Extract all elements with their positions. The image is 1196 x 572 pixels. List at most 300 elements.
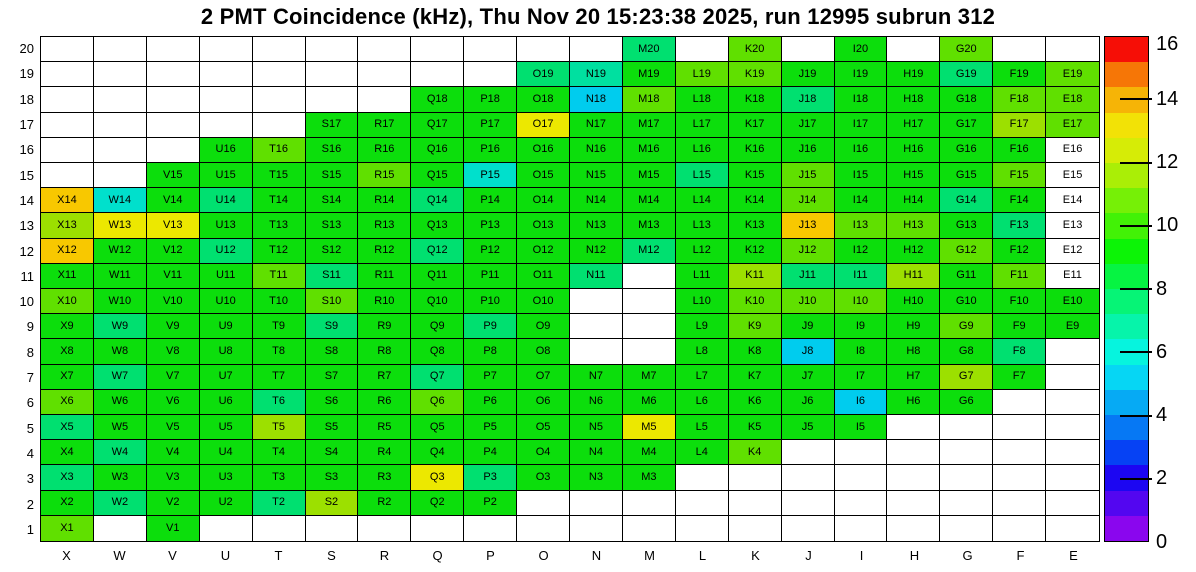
x-axis-label: H [909,548,920,563]
cell-label: X13 [57,218,77,231]
heatmap-cell [835,314,888,339]
cell-label: U4 [218,445,233,458]
cell-label: K19 [744,67,765,80]
cell-label: W4 [111,445,129,458]
cell-label: V1 [166,521,180,534]
heatmap-cell [306,365,359,390]
heatmap-cell [147,213,200,238]
heatmap-cell [94,415,147,440]
heatmap-cell [782,213,835,238]
heatmap-cell-empty [1046,37,1099,62]
cell-label: Q6 [429,395,445,408]
cell-label: Q13 [426,218,448,231]
heatmap-cell [1046,289,1099,314]
heatmap-cell-empty [1046,339,1099,364]
heatmap-cell [200,491,253,516]
cell-label: W10 [108,294,132,307]
cell-label: R14 [374,193,395,206]
heatmap-cell [41,289,94,314]
y-axis-label: 9 [26,319,34,335]
heatmap-cell [887,339,940,364]
heatmap-cell-empty [200,62,253,87]
heatmap-cell [570,390,623,415]
cell-label: G15 [955,168,977,181]
heatmap-cell [94,390,147,415]
cell-label: F18 [1009,92,1029,105]
cell-label: F17 [1009,118,1029,131]
heatmap-cell [835,365,888,390]
colorbar-tick [1120,478,1152,480]
cell-label: W6 [111,395,129,408]
cell-label: X1 [60,521,74,534]
cell-label: H14 [903,193,924,206]
heatmap-cell [358,440,411,465]
colorbar-band [1105,62,1148,87]
cell-label: Q17 [426,118,448,131]
cell-label: U5 [218,420,233,433]
cell-label: X2 [60,496,74,509]
heatmap-cell [41,339,94,364]
heatmap-cell [993,87,1046,112]
x-axis-label: N [591,548,602,563]
heatmap-cell [464,491,517,516]
heatmap-cell [676,339,729,364]
cell-label: U10 [215,294,236,307]
heatmap-cell [464,465,517,490]
heatmap-cell [253,264,306,289]
colorbar-band [1105,188,1148,213]
heatmap-cell [940,188,993,213]
heatmap-cell [358,339,411,364]
heatmap-cell [940,113,993,138]
cell-label: J7 [801,370,814,383]
cell-label: L19 [692,67,711,80]
heatmap-cell-empty [940,491,993,516]
heatmap-cell [517,87,570,112]
heatmap-cell [940,314,993,339]
heatmap-cell-empty [200,87,253,112]
cell-label: G7 [958,370,974,383]
heatmap-cell [411,440,464,465]
heatmap-cell [41,188,94,213]
heatmap-cell [1046,87,1099,112]
heatmap-cell-empty [623,516,676,541]
heatmap-cell [835,113,888,138]
colorbar-band [1105,491,1148,516]
cell-label: R11 [374,269,395,282]
cell-label: Q2 [429,496,445,509]
heatmap-cell [200,465,253,490]
cell-label: P2 [483,496,497,509]
heatmap-cell-empty [464,62,517,87]
heatmap-cell [147,365,200,390]
cell-label: T7 [272,370,285,383]
heatmap-cell [358,491,411,516]
cell-label: W12 [108,244,132,257]
heatmap-cell [411,289,464,314]
cell-label: I13 [852,218,869,231]
heatmap-cell [358,213,411,238]
heatmap-cell [253,314,306,339]
cell-label: I14 [852,193,869,206]
heatmap-cell [306,339,359,364]
heatmap-cell [729,339,782,364]
heatmap-cell [570,239,623,264]
heatmap-cell-empty [940,516,993,541]
cell-label: U7 [218,370,233,383]
colorbar-band [1105,390,1148,415]
cell-label: T15 [269,168,289,181]
heatmap-cell [200,138,253,163]
cell-label: Q15 [426,168,448,181]
heatmap-cell [993,213,1046,238]
cell-label: P7 [483,370,497,383]
cell-label: I15 [852,168,869,181]
heatmap-cell-empty [623,314,676,339]
x-axis-label: U [220,548,231,563]
heatmap-cell-empty [623,289,676,314]
heatmap-cell-empty [1046,365,1099,390]
cell-label: S6 [324,395,339,408]
cell-label: O8 [535,344,551,357]
heatmap-cell-empty [570,289,623,314]
cell-label: T16 [269,143,289,156]
heatmap-cell [517,239,570,264]
heatmap-cell-empty [253,87,306,112]
cell-label: K11 [745,269,765,282]
heatmap-cell [411,138,464,163]
heatmap-cell [253,440,306,465]
heatmap-cell [411,491,464,516]
cell-label: H18 [903,92,924,105]
heatmap-cell [782,390,835,415]
cell-label: K20 [744,42,765,55]
cell-label: X14 [57,193,77,206]
cell-label: I18 [852,92,869,105]
cell-label: R8 [377,344,392,357]
cell-label: I19 [852,67,869,80]
heatmap-cell-empty [993,491,1046,516]
cell-label: J16 [798,143,817,156]
cell-label: J10 [798,294,817,307]
colorbar-tick-label: 0 [1156,530,1168,553]
cell-label: I20 [852,42,869,55]
heatmap-cell [358,365,411,390]
cell-label: P9 [483,319,497,332]
heatmap-cell-empty [940,465,993,490]
cell-label: J19 [798,67,817,80]
heatmap-cell-empty [41,62,94,87]
heatmap-cell-empty [517,37,570,62]
cell-label: J11 [799,269,816,282]
heatmap-cell [782,415,835,440]
heatmap-cell [623,465,676,490]
heatmap-cell [729,188,782,213]
heatmap-cell-empty [1046,440,1099,465]
cell-label: J13 [798,218,817,231]
cell-label: X4 [60,445,74,458]
heatmap-cell [1046,62,1099,87]
heatmap-cell [782,314,835,339]
y-axis-label: 13 [19,218,34,234]
heatmap-cell [570,113,623,138]
heatmap-cell-empty [200,516,253,541]
cell-label: T3 [272,470,285,483]
heatmap-cell [887,365,940,390]
colorbar-tick [1120,351,1152,353]
heatmap-cell [623,138,676,163]
heatmap-cell [517,113,570,138]
cell-label: S14 [321,193,342,206]
cell-label: O17 [532,118,554,131]
cell-label: S8 [324,344,339,357]
colorbar-band [1105,516,1148,541]
cell-label: H15 [903,168,924,181]
cell-label: X10 [57,294,77,307]
heatmap-cell [94,213,147,238]
cell-label: X8 [60,344,74,357]
colorbar-band [1105,163,1148,188]
heatmap-cell [147,188,200,213]
cell-label: W8 [111,344,129,357]
heatmap-cell-empty [782,440,835,465]
cell-label: Q3 [429,470,445,483]
cell-label: W2 [111,496,129,509]
heatmap-cell [464,339,517,364]
heatmap-cell [358,390,411,415]
heatmap-cell-empty [411,37,464,62]
cell-label: M16 [638,143,660,156]
cell-label: S5 [324,420,339,433]
cell-label: T12 [269,244,289,257]
heatmap-cell [993,289,1046,314]
y-axis-label: 11 [20,268,34,284]
cell-label: X3 [60,470,74,483]
cell-label: N15 [585,168,607,181]
heatmap-cell [358,415,411,440]
y-axis-label: 19 [19,66,34,82]
heatmap-cell [782,365,835,390]
heatmap-cell [253,491,306,516]
y-axis-label: 7 [26,370,34,386]
y-axis-label: 3 [26,471,34,487]
heatmap-cell [729,314,782,339]
heatmap-cell-empty [306,62,359,87]
cell-label: J14 [798,193,817,206]
heatmap-cell [411,465,464,490]
cell-label: T11 [269,269,288,282]
colorbar-tick-label: 6 [1156,340,1168,363]
heatmap-cell-empty [147,113,200,138]
cell-label: S10 [321,294,342,307]
y-axis-label: 20 [19,41,34,57]
cell-label: K10 [744,294,765,307]
cell-label: G8 [958,344,974,357]
y-axis-label: 18 [19,91,34,107]
x-axis-label: K [751,548,760,563]
heatmap-cell [993,62,1046,87]
heatmap-cell-empty [887,491,940,516]
cell-label: F16 [1009,143,1029,156]
cell-label: O19 [532,67,554,80]
cell-label: J17 [798,118,817,131]
cell-label: L12 [692,244,711,257]
heatmap-cell [729,365,782,390]
cell-label: S4 [324,445,339,458]
cell-label: G13 [955,218,977,231]
heatmap-cell [358,138,411,163]
heatmap-cell [993,239,1046,264]
heatmap-cell [411,163,464,188]
heatmap-cell [306,289,359,314]
y-axis-label: 15 [19,167,34,183]
heatmap-cell [729,390,782,415]
colorbar-tick-label: 10 [1156,214,1179,237]
heatmap-cell [147,440,200,465]
cell-label: W11 [108,269,131,282]
heatmap-cell [676,264,729,289]
heatmap-cell [1046,239,1099,264]
heatmap-cell [676,138,729,163]
heatmap-cell [306,390,359,415]
cell-label: L16 [692,143,711,156]
heatmap-cell-empty [887,37,940,62]
colorbar-tick [1120,225,1152,227]
cell-label: F13 [1009,218,1029,231]
colorbar-tick-label: 4 [1156,404,1168,426]
heatmap-cell [200,289,253,314]
heatmap-cell [623,213,676,238]
cell-label: L9 [695,319,708,332]
cell-label: K4 [747,445,762,458]
heatmap-cell-empty [94,113,147,138]
cell-label: W7 [111,370,129,383]
heatmap-cell [200,314,253,339]
heatmap-cell-empty [253,37,306,62]
heatmap-cell-empty [570,314,623,339]
cell-label: V6 [166,395,180,408]
heatmap-cell [940,264,993,289]
heatmap-cell [887,289,940,314]
heatmap-cell [993,365,1046,390]
cell-label: E10 [1062,294,1083,307]
x-axis-label: R [379,548,390,563]
heatmap-cell [94,491,147,516]
heatmap-cell [835,239,888,264]
cell-label: L4 [695,445,708,458]
heatmap-cell [253,163,306,188]
x-axis-label: I [859,548,864,563]
heatmap-cell [729,37,782,62]
cell-label: X5 [60,420,74,433]
heatmap-cell-empty [676,491,729,516]
cell-label: R3 [377,470,392,483]
x-axis-label: E [1069,548,1078,563]
heatmap-cell [570,87,623,112]
cell-label: O15 [532,168,554,181]
cell-label: N4 [588,445,603,458]
heatmap-cell [623,113,676,138]
heatmap-cell [729,138,782,163]
heatmap-cell [464,440,517,465]
cell-label: M3 [641,470,657,483]
colorbar-tick-label: 8 [1156,277,1168,300]
colorbar-tick-label: 14 [1156,87,1179,110]
heatmap-cell-empty [623,339,676,364]
cell-label: I10 [852,294,869,307]
cell-label: T10 [269,294,289,307]
heatmap-cell [940,213,993,238]
cell-label: X12 [57,244,77,257]
colorbar-band [1105,239,1148,264]
heatmap-cell [253,365,306,390]
cell-label: Q16 [426,143,448,156]
cell-label: H6 [906,395,921,408]
cell-label: T6 [272,395,285,408]
cell-label: O13 [532,218,554,231]
heatmap-cell-empty [993,516,1046,541]
heatmap-cell-empty [517,491,570,516]
colorbar-band [1105,289,1148,314]
heatmap-cell [94,264,147,289]
cell-label: K14 [744,193,765,206]
cell-label: G9 [958,319,974,332]
heatmap-cell [253,213,306,238]
heatmap-cell [623,37,676,62]
heatmap-cell [358,188,411,213]
cell-label: P4 [483,445,497,458]
heatmap-cell [517,339,570,364]
cell-label: R15 [374,168,395,181]
heatmap-cell [358,465,411,490]
cell-label: H19 [903,67,924,80]
cell-label: Q14 [426,193,448,206]
cell-label: U6 [218,395,233,408]
cell-label: L15 [692,168,711,181]
cell-label: M5 [641,420,657,433]
cell-label: O18 [532,92,554,105]
heatmap-cell [729,264,782,289]
x-axis-label: M [644,548,655,563]
cell-label: K15 [744,168,765,181]
heatmap-cell [464,87,517,112]
heatmap-cell-empty [94,516,147,541]
heatmap-cell [464,314,517,339]
colorbar-band [1105,37,1148,62]
heatmap-cell [464,163,517,188]
heatmap-cell [200,415,253,440]
cell-label: U13 [215,218,236,231]
cell-label: L13 [692,218,711,231]
cell-label: F12 [1009,244,1029,257]
heatmap-cell [729,163,782,188]
heatmap-cell [782,163,835,188]
heatmap-cell [358,163,411,188]
heatmap-cell [835,339,888,364]
cell-label: S3 [324,470,339,483]
heatmap-cell-empty [1046,491,1099,516]
heatmap-cell [623,188,676,213]
heatmap-cell-empty [94,62,147,87]
heatmap-cell [782,289,835,314]
heatmap-cell [940,87,993,112]
cell-label: H16 [903,143,924,156]
heatmap-cell-empty [676,37,729,62]
heatmap-cell [41,440,94,465]
cell-label: R9 [377,319,392,332]
heatmap-cell [729,213,782,238]
heatmap-cell [41,415,94,440]
